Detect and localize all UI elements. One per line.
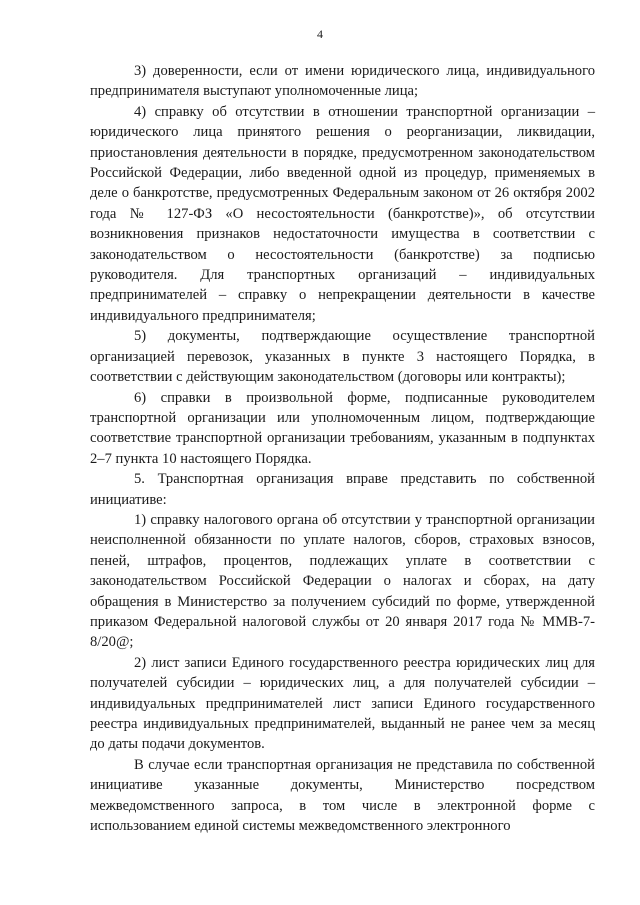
paragraph-subitem-2-register-record: 2) лист записи Единого государственного реестра юридических лиц для получателей субсидии – юридических лиц, а для получателей субсидии – индивидуальных предпринимателей лист записи Единого государственного реестра индивидуальных предпринимателей, выданный не ранее чем за месяц до даты подачи документов.: [90, 654, 595, 753]
paragraph-item-3-powers-of-attorney: 3) доверенности, если от имени юридического лица, индивидуального предпринимателя выступают уполномоченные лица;: [90, 63, 595, 100]
paragraph-item-6-compliance-certificates: 6) справки в произвольной форме, подписанные руководителем транспортной организации или уполномоченным лицом, подтверждающие соответствие транспортной организации требованиям, указанным в подпунктах 2–7 пункта 10 настоящего Порядка.: [90, 389, 595, 467]
paragraph-clause-5-own-initiative: 5. Транспортная организация вправе представить по собственной инициативе:: [90, 471, 595, 508]
paragraph-interagency-request: В случае если транспортная организация не представила по собственной инициативе указанные документы, Министерство посредством межведомственного запроса, в том числе в электронной форме с использованием единой системы межведомственного электронного: [90, 756, 595, 835]
paragraph-subitem-1-tax-certificate: 1) справку налогового органа об отсутствии у транспортной организации неисполненной обязанности по уплате налогов, сборов, страховых взносов, пеней, штрафов, процентов, подлежащих уплате в соответствии с законодательством Российской Федерации о налогах и сборах, на дату обращения в Министерство за получением субсидий по форме, утвержденной приказом Федеральной налоговой службы от 20 января 2017 года № ММВ-7-8/20@;: [90, 511, 595, 651]
document-body: [90, 61, 595, 836]
page-number: 4: [317, 27, 323, 41]
paragraph-item-4-reorganization-certificate: 4) справку об отсутствии в отношении транспортной организации – юридического лица принятого решения о реорганизации, ликвидации, приостановления деятельности в порядке, предусмотренном законодательством Российской Федерации, либо введенной одной из процедур, применяемых в деле о банкротстве, предусмотренных Федеральным законом от 26 октября 2002 года № 127-ФЗ «О несостоятельности (банкротстве)», об отсутствии возникновения признаков недостаточности имущества в соответствии с законодательством о несостоятельности (банкротстве) за подписью руководителя. Для транспортных организаций – индивидуальных предпринимателей – справку о непрекращении деятельности в качестве индивидуального предпринимателя;: [90, 103, 595, 324]
paragraph-item-5-transport-documents: 5) документы, подтверждающие осуществление транспортной организацией перевозок, указанных в пункте 3 настоящего Порядка, в соответствии с действующим законодательством (договоры или контракты);: [90, 328, 595, 386]
